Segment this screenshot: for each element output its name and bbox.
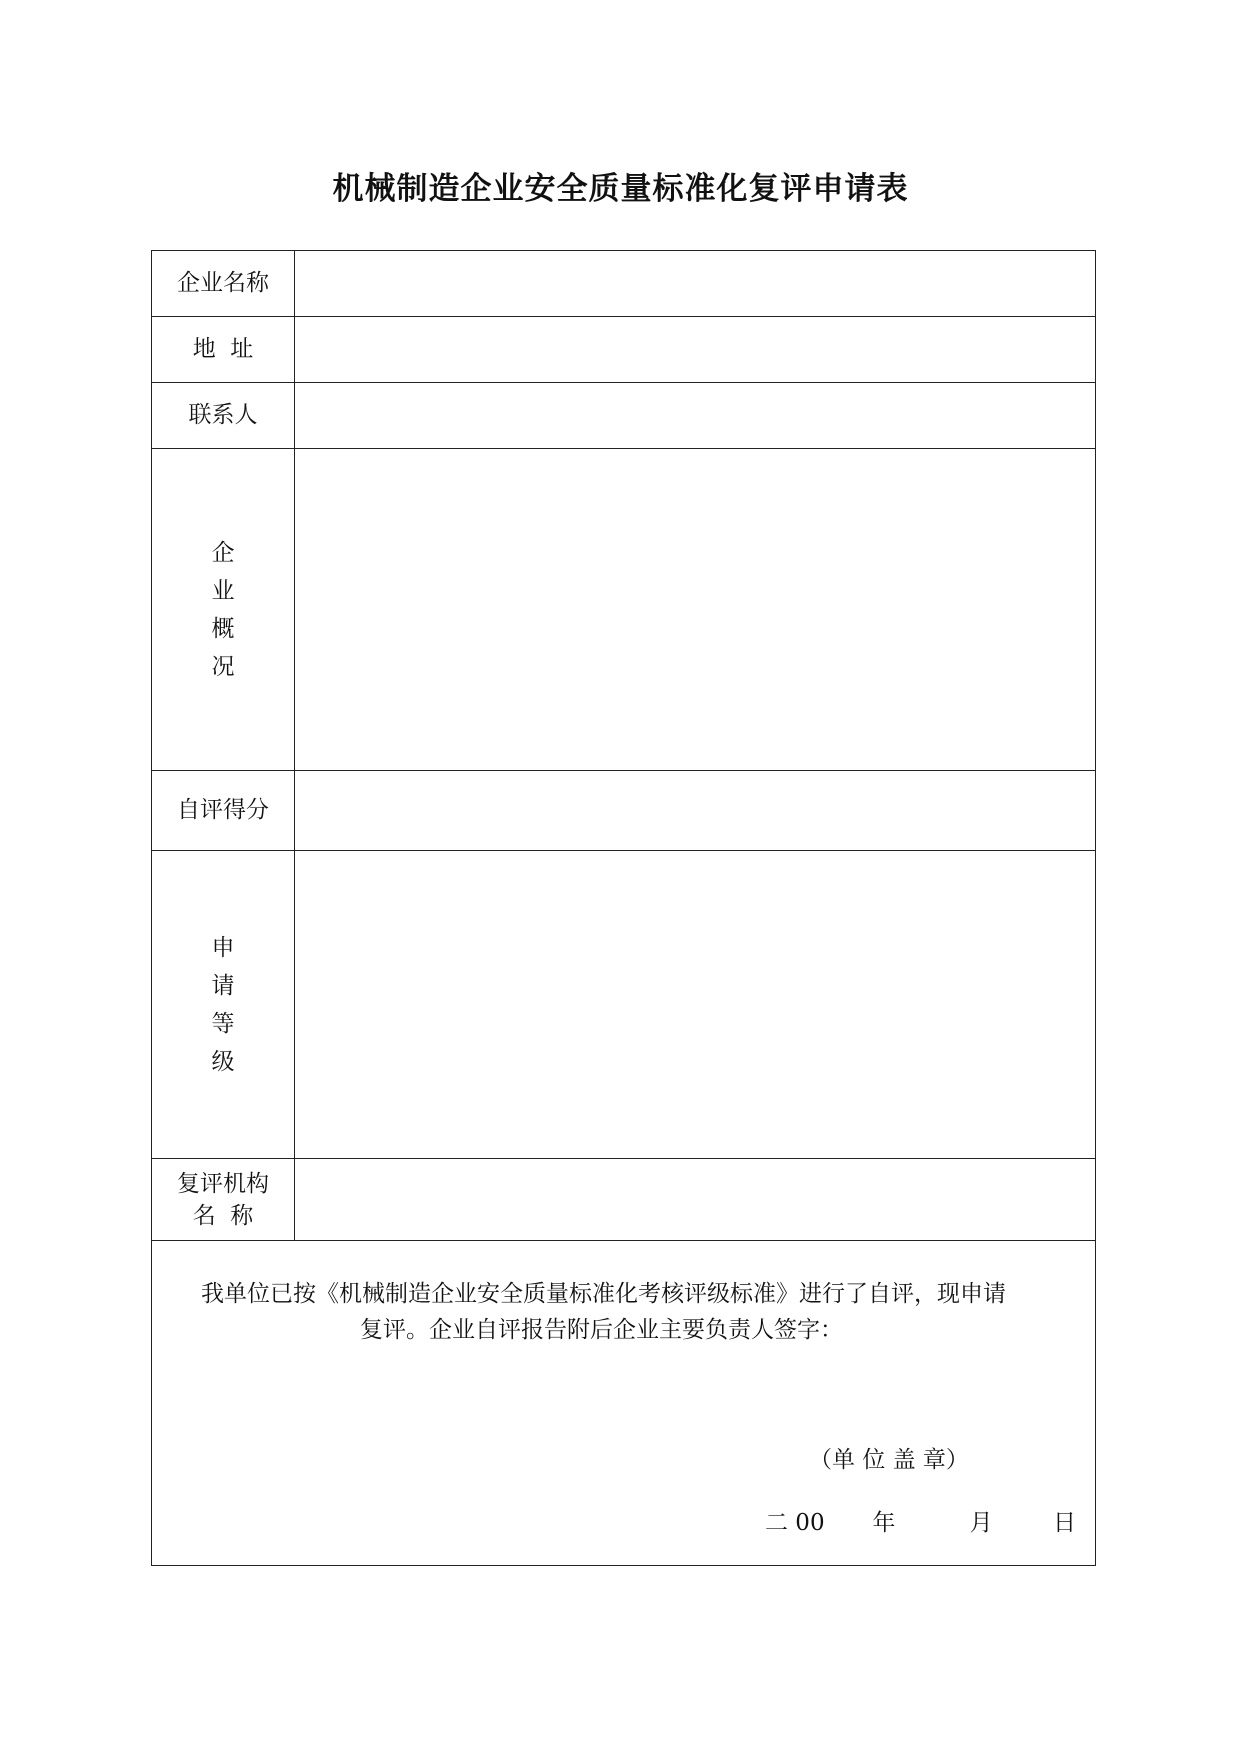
address-field[interactable] [295,317,1096,383]
company-name-field[interactable] [295,251,1096,317]
self-score-label: 自评得分 [152,771,295,851]
company-overview-field[interactable] [295,449,1096,771]
self-score-field[interactable] [295,771,1096,851]
row-review-agency [152,1159,1096,1241]
row-company-name [152,251,1096,317]
apply-level-label-char: 级 [211,1048,235,1075]
statement-cell [152,1241,1096,1566]
row-self-score [152,771,1096,851]
apply-level-label-char: 申 [211,934,235,961]
address-label: 地 址 [152,317,295,383]
row-statement [152,1241,1096,1566]
date-month-label: 月 [969,1510,993,1536]
row-contact [152,383,1096,449]
date-prefix: 二 00 [765,1510,825,1536]
application-form-table [151,250,1096,1566]
apply-level-label-char: 请 [211,972,235,999]
row-address [152,317,1096,383]
company-name-label: 企业名称 [152,251,295,317]
apply-level-label [152,851,295,1159]
review-agency-label [152,1159,295,1241]
overview-label-char: 概 [211,615,235,642]
contact-field[interactable] [295,383,1096,449]
date-line [765,1504,1076,1537]
row-company-overview [152,449,1096,771]
review-agency-label-line: 名 称 [192,1202,254,1229]
statement-text-line2: 复评。企业自评报告附后企业主要负责人签字： [360,1317,843,1343]
date-day-label: 日 [1052,1510,1076,1536]
company-overview-label [152,449,295,771]
row-apply-level [152,851,1096,1159]
page-title: 机械制造企业安全质量标准化复评申请表 [332,171,909,207]
seal-placeholder: （单 位 盖 章） [809,1447,969,1473]
contact-label: 联系人 [152,383,295,449]
review-agency-label-line: 复评机构 [177,1170,269,1197]
date-year-label: 年 [872,1510,896,1536]
overview-label-char: 业 [211,577,235,604]
overview-label-char: 企 [211,539,235,566]
review-agency-field[interactable] [295,1159,1096,1241]
apply-level-label-char: 等 [211,1010,235,1037]
apply-level-field[interactable] [295,851,1096,1159]
statement-text-line1: 我单位已按《机械制造企业安全质量标准化考核评级标准》进行了自评，现申请 [201,1281,1006,1307]
overview-label-char: 况 [211,653,235,680]
